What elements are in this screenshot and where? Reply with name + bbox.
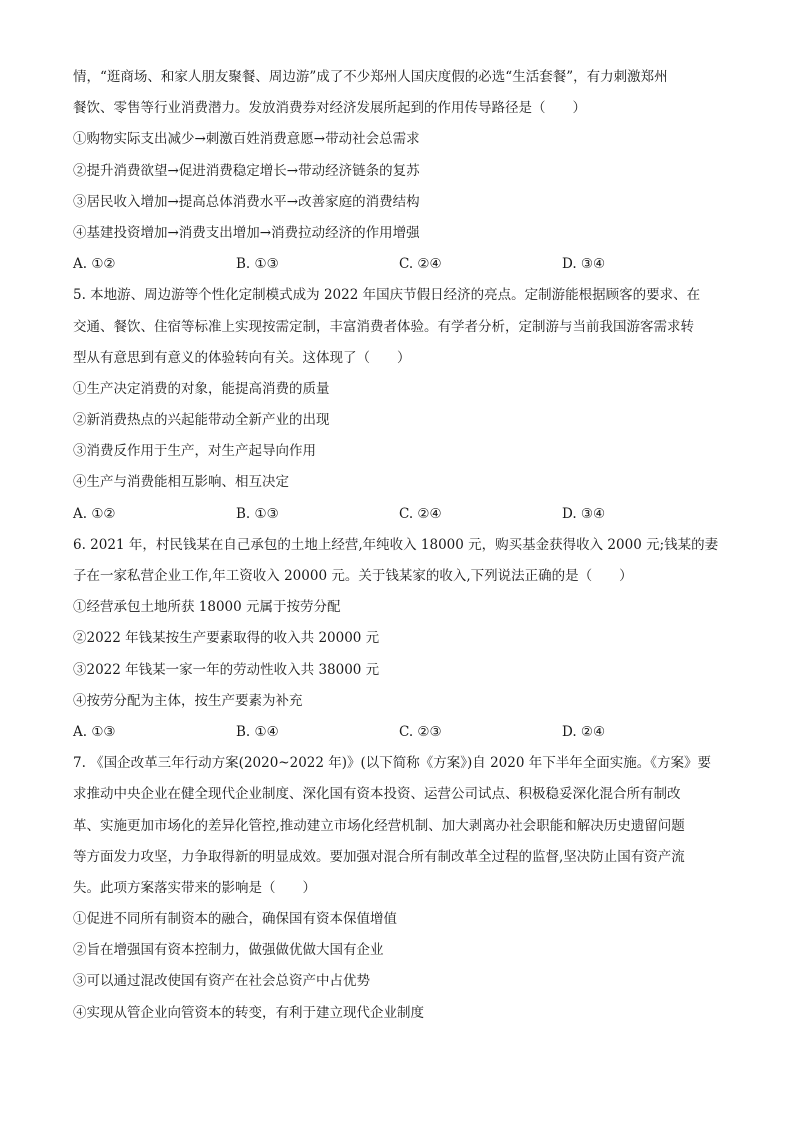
question-4-stem-line-1: 情，“逛商场、和家人朋友聚餐、周边游”成了不少郑州人国庆度假的必选“生活套餐”，有力刺激郑州 (73, 69, 668, 85)
question-7-statement-2: ②旨在增强国有资本控制力，做强做优做大国有企业 (73, 942, 384, 959)
question-6-statement-3: ③2022 年钱某一家一年的劳动性收入共 38000 元 (73, 661, 380, 678)
question-5-stem-line-3: 型从有意思到有意义的体验转向有关。这体现了（ ） (73, 349, 411, 366)
question-7-statement-1: ①促进不同所有制资本的融合，确保国有资本保值增值 (73, 911, 397, 928)
question-4-option-a: A. ①② (73, 256, 116, 273)
question-7-stem-line-1: 7. 《国企改革三年行动方案(2020~2022 年)》(以下简称《方案》)自 2020 年下半年全面实施。《方案》要 (73, 755, 711, 772)
question-7-stem-line-2: 求推动中央企业在健全现代企业制度、深化国有资本投资、运营公司试点、积极稳妥深化混合所有制改 (73, 786, 681, 803)
question-4-option-d: D. ③④ (562, 256, 606, 273)
question-5-option-c: C. ②④ (399, 505, 442, 522)
question-6-option-d: D. ②④ (562, 723, 606, 740)
question-4-statement-4: ④基建投资增加→消费支出增加→消费拉动经济的作用增强 (73, 224, 420, 241)
question-5-statement-2: ②新消费热点的兴起能带动全新产业的出现 (73, 412, 330, 429)
question-7-statement-3: ③可以通过混改使国有资产在社会总资产中占优势 (73, 973, 370, 990)
question-4-option-c: C. ②④ (399, 256, 442, 273)
question-5-options (73, 499, 725, 530)
question-5-option-b: B. ①③ (236, 505, 279, 522)
question-6-option-b: B. ①④ (236, 723, 279, 740)
question-6-option-c: C. ②③ (399, 723, 442, 740)
question-7 (73, 748, 725, 1029)
question-5-stem-line-1: 5. 本地游、周边游等个性化定制模式成为 2022 年国庆节假日经济的亮点。定制游能根据顾客的要求、在 (73, 287, 701, 304)
question-4-statement-3: ③居民收入增加→提高总体消费水平→改善家庭的消费结构 (73, 193, 420, 210)
question-4-option-b: B. ①③ (236, 256, 279, 273)
question-5-stem-line-2: 交通、餐饮、住宿等标准上实现按需定制，丰富消费者体验。有学者分析，定制游与当前我国游客需求转 (73, 318, 694, 335)
question-4-options (73, 249, 725, 280)
question-5-statement-1: ①生产决定消费的对象，能提高消费的质量 (73, 380, 330, 397)
question-6-statement-2: ②2022 年钱某按生产要素取得的收入共 20000 元 (73, 630, 380, 647)
question-4-statement-1: ①购物实际支出减少→刺激百姓消费意愿→带动社会总需求 (73, 131, 420, 148)
exam-page (73, 62, 725, 1029)
question-6-option-a: A. ①③ (73, 723, 116, 740)
question-6-statement-4: ④按劳分配为主体，按生产要素为补充 (73, 692, 303, 709)
question-6-stem-line-2: 子在一家私营企业工作,年工资收入 20000 元。关于钱某家的收入,下列说法正确的是（ ） (73, 568, 633, 584)
question-5-statement-3: ③消费反作用于生产，对生产起导向作用 (73, 443, 316, 460)
question-6-stem-line-1: 6. 2021 年，村民钱某在自己承包的土地上经营,年纯收入 18000 元，购买基金获得收入 2000 元;钱某的妻 (73, 536, 719, 553)
question-6-statement-1: ①经营承包土地所获 18000 元属于按劳分配 (73, 599, 341, 616)
question-7-stem-line-3: 革、实施更加市场化的差异化管控,推动建立市场化经营机制、加大剥离办社会职能和解决历史遗留问题 (73, 817, 685, 834)
question-7-statement-4: ④实现从管企业向管资本的转变，有利于建立现代企业制度 (73, 1004, 424, 1021)
question-5-statement-4: ④生产与消费能相互影响、相互决定 (73, 474, 289, 491)
question-5 (73, 280, 725, 530)
question-7-stem-line-5: 失。此项方案落实带来的影响是（ ） (73, 879, 316, 896)
question-4 (73, 62, 725, 280)
question-4-stem-line-2: 餐饮、零售等行业消费潜力。发放消费券对经济发展所起到的作用传导路径是（ ） (73, 100, 586, 117)
question-5-option-d: D. ③④ (562, 505, 606, 522)
question-6 (73, 530, 725, 748)
question-6-options (73, 717, 725, 748)
question-5-option-a: A. ①② (73, 505, 116, 522)
question-7-stem-line-4: 等方面发力攻坚，力争取得新的明显成效。要加强对混合所有制改革全过程的监督,坚决防止国有资产流 (73, 848, 685, 865)
question-4-statement-2: ②提升消费欲望→促进消费稳定增长→带动经济链条的复苏 (73, 162, 420, 179)
